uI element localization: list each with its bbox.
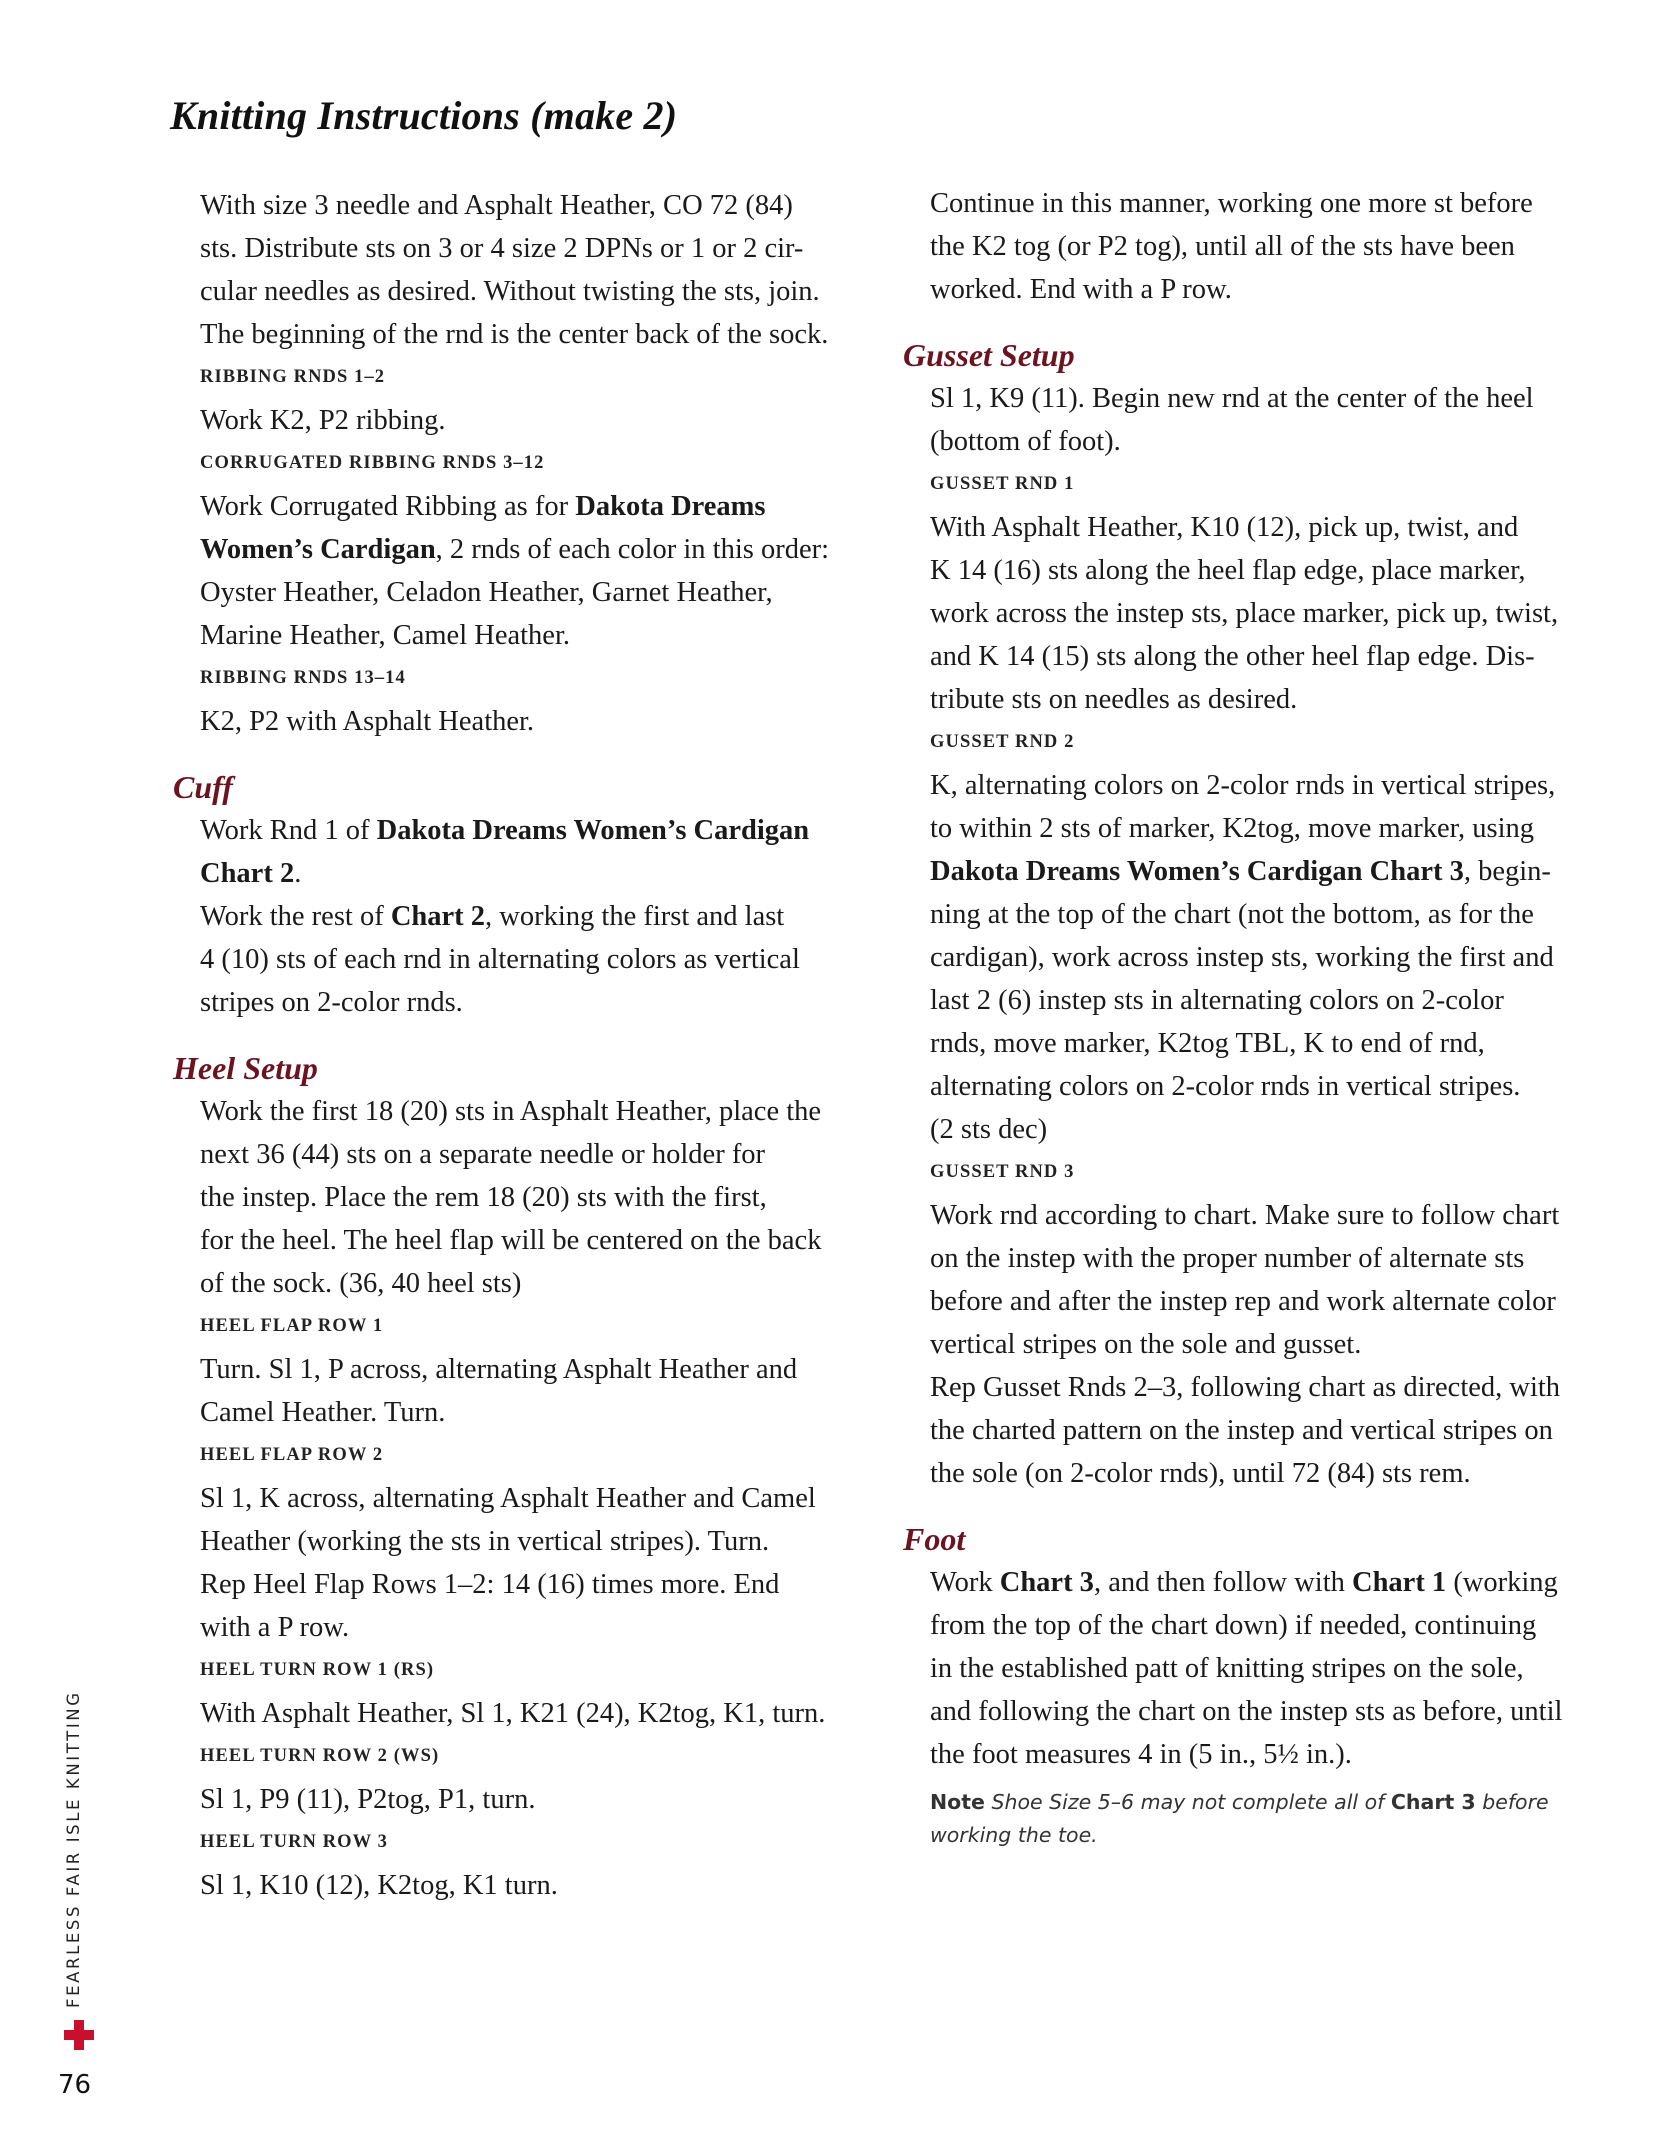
gusset-rnd-3-line: Work rnd according to chart. Make sure to follow chart (930, 1200, 1560, 1231)
book-title-spine: FEARLESS FAIR ISLE KNITTING (64, 1690, 83, 2008)
left-column (173, 184, 860, 1907)
foot-line: from the top of the chart down) if needed, continuing (930, 1610, 1537, 1641)
heel-turn-row-2-text: Sl 1, P9 (11), P2tog, P1, turn. (200, 1784, 536, 1815)
ribbing-2-heading: RIBBING RNDS 13–14 (200, 668, 406, 688)
gusset-rnd-3-line: on the instep with the proper number of alternate sts (930, 1243, 1525, 1274)
gusset-rnd-1-line: and K 14 (15) sts along the other heel flap edge. Dis- (930, 641, 1535, 672)
gusset-rnd-3-heading: GUSSET RND 3 (930, 1162, 1075, 1182)
page-number: 76 (58, 2070, 92, 2100)
shoe-size-note: Note Shoe Size 5–6 may not complete all of Chart 3 before working the toe. (930, 1790, 1549, 1847)
gusset-rnd-2-line: to within 2 sts of marker, K2tog, move marker, using (930, 813, 1535, 844)
intro-line: cular needles as desired. Without twisting the sts, join. (200, 276, 820, 307)
heel-flap-row-2-line: Sl 1, K across, alternating Asphalt Heather and Camel (200, 1483, 816, 1514)
foot-line: Work Chart 3, and then follow with Chart 1 (working (930, 1567, 1558, 1598)
ribbing-1-text: Work K2, P2 ribbing. (200, 405, 446, 436)
ribbing-1-heading: RIBBING RNDS 1–2 (200, 367, 386, 387)
foot-heading: Foot (903, 1521, 966, 1557)
foot-line: and following the chart on the instep sts as before, until (930, 1696, 1563, 1727)
gusset-rnd-2-line: (2 sts dec) (930, 1114, 1048, 1145)
intro-line: The beginning of the rnd is the center back of the sock. (200, 319, 829, 350)
heel-turn-row-1-heading: HEEL TURN ROW 1 (RS) (200, 1660, 435, 1680)
page-title: Knitting Instructions (make 2) (170, 93, 678, 138)
heel-flap-row-2-heading: HEEL FLAP ROW 2 (200, 1445, 384, 1465)
heel-setup-line: of the sock. (36, 40 heel sts) (200, 1268, 522, 1299)
right-column (903, 182, 1590, 1852)
gusset-rnd-3-line: before and after the instep rep and work alternate color (930, 1286, 1556, 1317)
gusset-rnd-1-heading: GUSSET RND 1 (930, 474, 1075, 494)
heel-setup-heading: Heel Setup (173, 1050, 318, 1086)
heel-setup-line: for the heel. The heel flap will be centered on the back (200, 1225, 822, 1256)
gusset-rnd-2-line: alternating colors on 2-color rnds in vertical stripes. (930, 1071, 1521, 1102)
gusset-rnd-2-line: K, alternating colors on 2-color rnds in vertical stripes, (930, 770, 1556, 801)
heel-setup-line: next 36 (44) sts on a separate needle or holder for (200, 1139, 766, 1170)
gusset-setup-line: (bottom of foot). (930, 426, 1121, 457)
gusset-rnd-2-line: cardigan), work across instep sts, working the first and (930, 942, 1554, 973)
cuff-line: 4 (10) sts of each rnd in alternating colors as vertical (200, 944, 800, 975)
gusset-rnd-2-line: last 2 (6) instep sts in alternating colors on 2-color (930, 985, 1504, 1016)
gusset-rnd-1-line: With Asphalt Heather, K10 (12), pick up, twist, and (930, 512, 1519, 543)
heel-turn-row-1-text: With Asphalt Heather, Sl 1, K21 (24), K2tog, K1, turn. (200, 1698, 826, 1729)
heel-turn-row-3-text: Sl 1, K10 (12), K2tog, K1 turn. (200, 1870, 558, 1901)
cuff-line: Chart 2. (200, 858, 302, 889)
continue-line: the K2 tog (or P2 tog), until all of the sts have been (930, 231, 1515, 262)
heel-flap-row-2-line: Rep Heel Flap Rows 1–2: 14 (16) times more. End (200, 1569, 780, 1600)
continue-line: Continue in this manner, working one more st before (930, 188, 1533, 219)
gusset-rnd-3-line: vertical stripes on the sole and gusset. (930, 1329, 1362, 1360)
heel-flap-row-1-line: Camel Heather. Turn. (200, 1397, 446, 1428)
gusset-rnd-1-line: work across the instep sts, place marker, pick up, twist, (930, 598, 1559, 629)
corrugated-line: Work Corrugated Ribbing as for Dakota Dreams (200, 491, 766, 522)
heel-setup-line: the instep. Place the rem 18 (20) sts with the first, (200, 1182, 767, 1213)
gusset-rnd-2-line: ning at the top of the chart (not the bottom, as for the (930, 899, 1534, 930)
intro-line: sts. Distribute sts on 3 or 4 size 2 DPNs or 1 or 2 cir- (200, 233, 804, 264)
intro-line: With size 3 needle and Asphalt Heather, CO 72 (84) (200, 190, 793, 221)
gusset-rnd-2-heading: GUSSET RND 2 (930, 732, 1075, 752)
heel-flap-row-1-heading: HEEL FLAP ROW 1 (200, 1316, 384, 1336)
corrugated-line: Women’s Cardigan, 2 rnds of each color in this order: (200, 534, 830, 565)
heel-setup-line: Work the first 18 (20) sts in Asphalt Heather, place the (200, 1096, 822, 1127)
heel-flap-row-2-line: Heather (working the sts in vertical stripes). Turn. (200, 1526, 770, 1557)
corrugated-line: Marine Heather, Camel Heather. (200, 620, 570, 651)
cuff-line: Work the rest of Chart 2, working the first and last (200, 901, 785, 932)
gusset-rnd-3-line: Rep Gusset Rnds 2–3, following chart as directed, with (930, 1372, 1561, 1403)
heel-turn-row-3-heading: HEEL TURN ROW 3 (200, 1832, 389, 1852)
cuff-heading: Cuff (173, 769, 233, 805)
cuff-line: Work Rnd 1 of Dakota Dreams Women’s Cardigan (200, 815, 810, 846)
gusset-rnd-2-line: Dakota Dreams Women’s Cardigan Chart 3, begin- (930, 856, 1551, 887)
gusset-rnd-2-line: rnds, move marker, K2tog TBL, K to end of rnd, (930, 1028, 1485, 1059)
foot-line: the foot measures 4 in (5 in., 5½ in.). (930, 1739, 1352, 1770)
gusset-setup-line: Sl 1, K9 (11). Begin new rnd at the center of the heel (930, 383, 1534, 414)
corrugated-line: Oyster Heather, Celadon Heather, Garnet Heather, (200, 577, 773, 608)
heel-turn-row-2-heading: HEEL TURN ROW 2 (WS) (200, 1746, 440, 1766)
gusset-setup-heading: Gusset Setup (903, 337, 1075, 373)
corrugated-heading: CORRUGATED RIBBING RNDS 3–12 (200, 453, 545, 473)
heel-flap-row-1-line: Turn. Sl 1, P across, alternating Asphalt Heather and (200, 1354, 798, 1385)
heel-flap-row-2-line: with a P row. (200, 1612, 350, 1643)
gusset-rnd-1-line: K 14 (16) sts along the heel flap edge, place marker, (930, 555, 1526, 586)
gusset-rnd-3-line: the charted pattern on the instep and vertical stripes on (930, 1415, 1553, 1446)
continue-line: worked. End with a P row. (930, 274, 1232, 305)
cuff-line: stripes on 2-color rnds. (200, 987, 463, 1018)
foot-line: in the established patt of knitting stripes on the sole, (930, 1653, 1524, 1684)
ribbing-2-text: K2, P2 with Asphalt Heather. (200, 706, 535, 737)
gusset-rnd-3-line: the sole (on 2-color rnds), until 72 (84) sts rem. (930, 1458, 1471, 1489)
gusset-rnd-1-line: tribute sts on needles as desired. (930, 684, 1298, 715)
red-cross-icon (62, 2018, 96, 2052)
